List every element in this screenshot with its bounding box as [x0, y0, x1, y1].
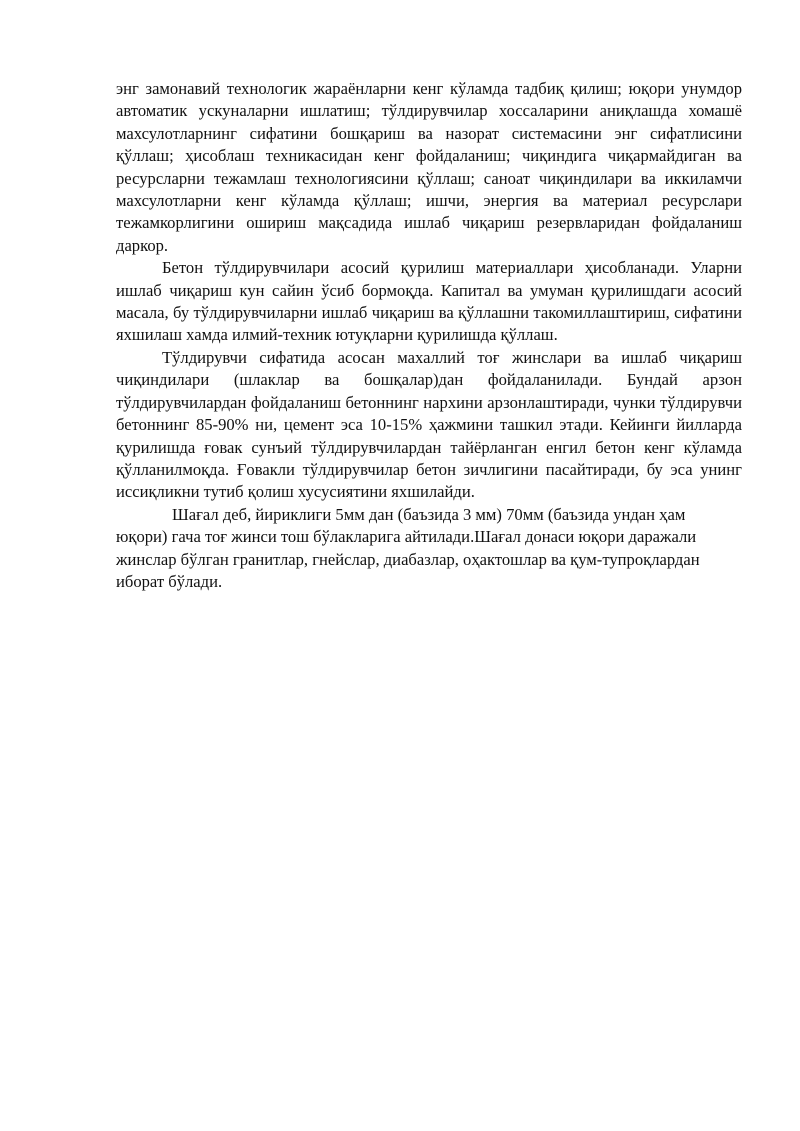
paragraph-2: Бетон тўлдирувчилари асосий қурилиш материаллари ҳисобланади. Уларни ишлаб чиқариш кун сайин ўсиб бормоқда. Капитал ва умуман қурилишдаги асосий масала, бу тўлдирувчиларни ишлаб чиқариш ва қўллашни такомиллаштириш, сифатини яхшилаш хамда илмий-техник ютуқларни қурилишда қўллаш. [116, 258, 742, 345]
paragraph-3: Тўлдирувчи сифатида асосан махаллий тоғ жинслари ва ишлаб чиқариш чиқиндилари (шлаклар ва бошқалар)дан фойдаланилади. Бундай арзон тўлдирувчилардан фойдаланиш бетоннинг нархини арзонлаштиради, чунки тўлдирувчи бетоннинг 85-90% ни, цемент эса 10-15% ҳажмини ташкил этади. Кейинги йилларда қурилишда ғовак сунъий тўлдирувчилардан тайёрланган енгил бетон кенг кўламда қўлланилмоқда. Ғовакли тўлдирувчилар бетон зичлигини пасайтиради, бу эса унинг иссиқликни тутиб қолиш хусусиятини яхшилайди. [116, 347, 742, 502]
document-body [116, 78, 742, 593]
paragraph-4: Шағал деб, йириклиги 5мм дан (баъзида 3 мм) 70мм (баъзида ундан ҳам юқори) гача тоғ жинси тош бўлакларига айтилади.Шағал донаси юқори даражали жинслар бўлган гранитлар, гнейслар, диабазлар, оҳактошлар ва қум-тупроқлардан иборат бўлади. [116, 504, 700, 591]
paragraph-1: энг замонавий технологик жараёнларни кенг кўламда тадбиқ қилиш; юқори унумдор автоматик ускуналарни ишлатиш; тўлдирувчилар хоссаларини аниқлашда хомашё махсулотларнинг сифатини бошқариш ва назорат системасини энг сифатлисини қўллаш; ҳисоблаш техникасидан кенг фойдаланиш; чиқиндига чиқармайдиган ва ресурсларни тежамлаш технологиясини қўллаш; саноат чиқиндилари ва иккиламчи махсулотларни кенг кўламда қўллаш; ишчи, энергия ва материал ресурслари тежамкорлигини ошириш мақсадида ишлаб чиқариш резервларидан фойдаланиш даркор. [116, 79, 742, 255]
